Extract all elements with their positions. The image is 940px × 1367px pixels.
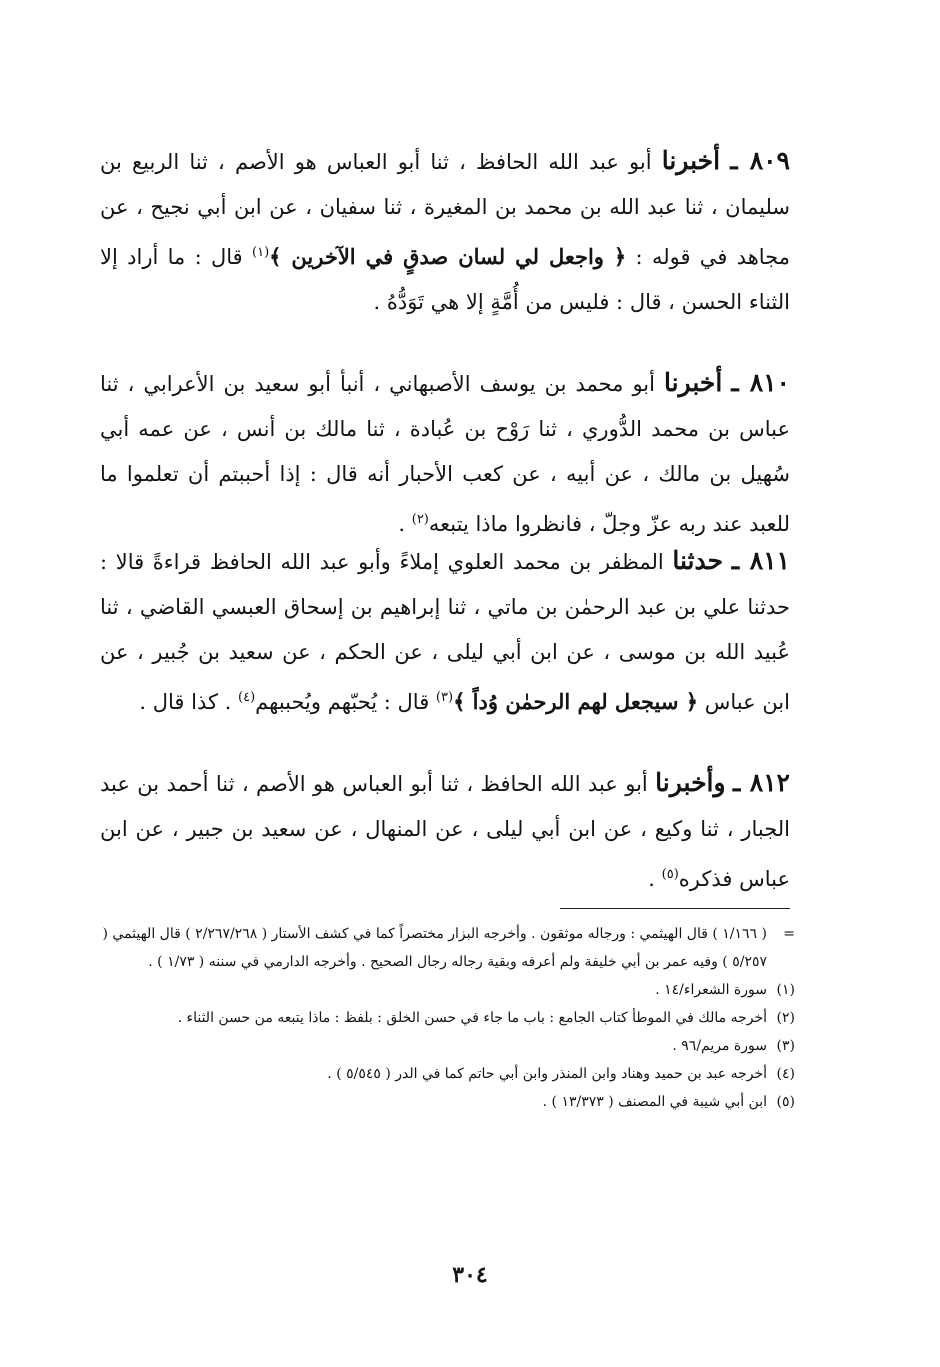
hadith-text: . كذا قال . — [139, 690, 232, 714]
footnote-1 — [95, 976, 795, 1004]
footnote-ref: (١) — [252, 245, 270, 260]
footnote-4 — [95, 1060, 795, 1088]
hadith-number: ٨٠٩ ـ — [730, 146, 790, 175]
footnote-ref: (٢) — [411, 512, 429, 527]
footnote-text: سورة مريم/٩٦ . — [672, 1038, 767, 1054]
footnote-ref: (٥) — [661, 867, 679, 882]
hadith-text: أبو محمد بن يوسف الأصبهاني ، أنبأ أبو سعيد بن الأعرابي ، ثنا عباس بن محمد الدُّوري ، ثنا رَوْح بن عُبادة ، ثنا مالك بن أنس ، عن عمه أبي سُهيل بن مالك ، عن أبيه ، عن كعب الأحبار أنه قال : إذا أحببتم أن تعلموا ما للعبد عند ربه عزّ وجلّ ، فانظروا ماذا يتبعه — [100, 372, 790, 536]
hadith-812 — [100, 760, 790, 902]
hadith-text: . — [648, 867, 655, 891]
footnote-ref: (٣) — [435, 690, 454, 705]
hadith-text: المظفر بن محمد العلوي إملاءً وأبو عبد الله الحافظ قراءةً قالا : حدثنا علي بن عبد الرحمٰن بن ماتي ، ثنا إبراهيم بن إسحاق العبسي القاضي ، ثنا عُبيد الله بن موسى ، عن ابن أبي ليلى ، عن الحكم ، عن سعيد بن جُبير ، عن ابن عباس — [100, 550, 790, 714]
footnote-mark: = — [783, 926, 795, 942]
hadith-811 — [100, 538, 790, 725]
quran-verse: ﴿ سيجعل لهم الرحمٰن وُداً ﴾ — [453, 689, 699, 714]
footnote-text: أخرجه مالك في الموطأ كتاب الجامع : باب ما جاء في حسن الخلق : بلفظ : ماذا يتبعه من حسن الثناء . — [177, 1010, 767, 1026]
footnote-5 — [95, 1088, 795, 1116]
hadith-number: ٨١٢ ـ — [732, 768, 790, 797]
hadith-number: ٨١١ ـ — [731, 546, 790, 575]
footnotes — [95, 920, 795, 1116]
transmission-keyword: أخبرنا — [663, 368, 723, 397]
footnote-continuation — [95, 920, 795, 976]
footnote-mark: (٢) — [776, 1010, 795, 1026]
hadith-810 — [100, 360, 790, 547]
footnote-mark: (١) — [776, 982, 795, 998]
footnote-text: ابن أبي شيبة في المصنف ( ١٣/٣٧٣ ) . — [542, 1094, 767, 1110]
hadith-text: أبو عبد الله الحافظ ، ثنا أبو العباس هو الأصم ، ثنا أحمد بن عبد الجبار ، ثنا وكيع ، عن ابن أبي ليلى ، عن المنهال ، عن سعيد بن جبير ، عن ابن عباس فذكره — [100, 772, 790, 891]
transmission-keyword: حدثنا — [672, 546, 724, 575]
footnote-text: أخرجه عبد بن حميد وهناد وابن المنذر وابن أبي حاتم كما في الدر ( ٥/٥٤٥ ) . — [327, 1066, 767, 1082]
hadith-text: قال : ما أراد إلا الثناء الحسن ، قال : فليس من أُمَّةٍ إلا هي تَوَدُّهُ . — [100, 245, 790, 314]
transmission-keyword: وأخبرنا — [655, 768, 726, 797]
footnote-mark: (٤) — [776, 1066, 795, 1082]
footnote-mark: (٣) — [776, 1038, 795, 1054]
hadith-text: . — [398, 512, 406, 536]
footnote-3 — [95, 1032, 795, 1060]
quran-verse: ﴿ واجعل لي لسان صدقٍ في الآخرين ﴾ — [269, 244, 627, 269]
hadith-text: قال : يُحبّهم ويُحببهم — [255, 690, 430, 714]
footnote-ref: (٤) — [238, 690, 256, 705]
hadith-number: ٨١٠ ـ — [731, 368, 790, 397]
footnote-divider — [560, 908, 790, 909]
footnote-mark: (٥) — [776, 1094, 795, 1110]
footnote-2 — [95, 1004, 795, 1032]
hadith-text: أبو عبد الله الحافظ ، ثنا أبو العباس هو الأصم ، ثنا الربيع بن سليمان ، ثنا عبد الله بن محمد بن المغيرة ، ثنا سفيان ، عن ابن أبي نجيح ، عن مجاهد في قوله : — [100, 150, 790, 269]
page-number: ٣٠٤ — [452, 1262, 488, 1288]
transmission-keyword: أخبرنا — [661, 146, 721, 175]
footnote-text: سورة الشعراء/١٤ . — [655, 982, 767, 998]
footnote-text: ( ١/١٦٦ ) قال الهيثمي : ورجاله موثقون . وأخرجه البزار مختصراً كما في كشف الأستار ( ٢/٢٦٧/٢٦٨ ) قال الهيثمي ( ٥/٢٥٧ ) وفيه عمر بن أبي خليفة ولم أعرفه وبقية رجاله رجال الصحيح . وأخرجه الدارمي في سننه ( ١/٧٣ ) . — [102, 926, 767, 970]
hadith-809 — [100, 138, 790, 325]
